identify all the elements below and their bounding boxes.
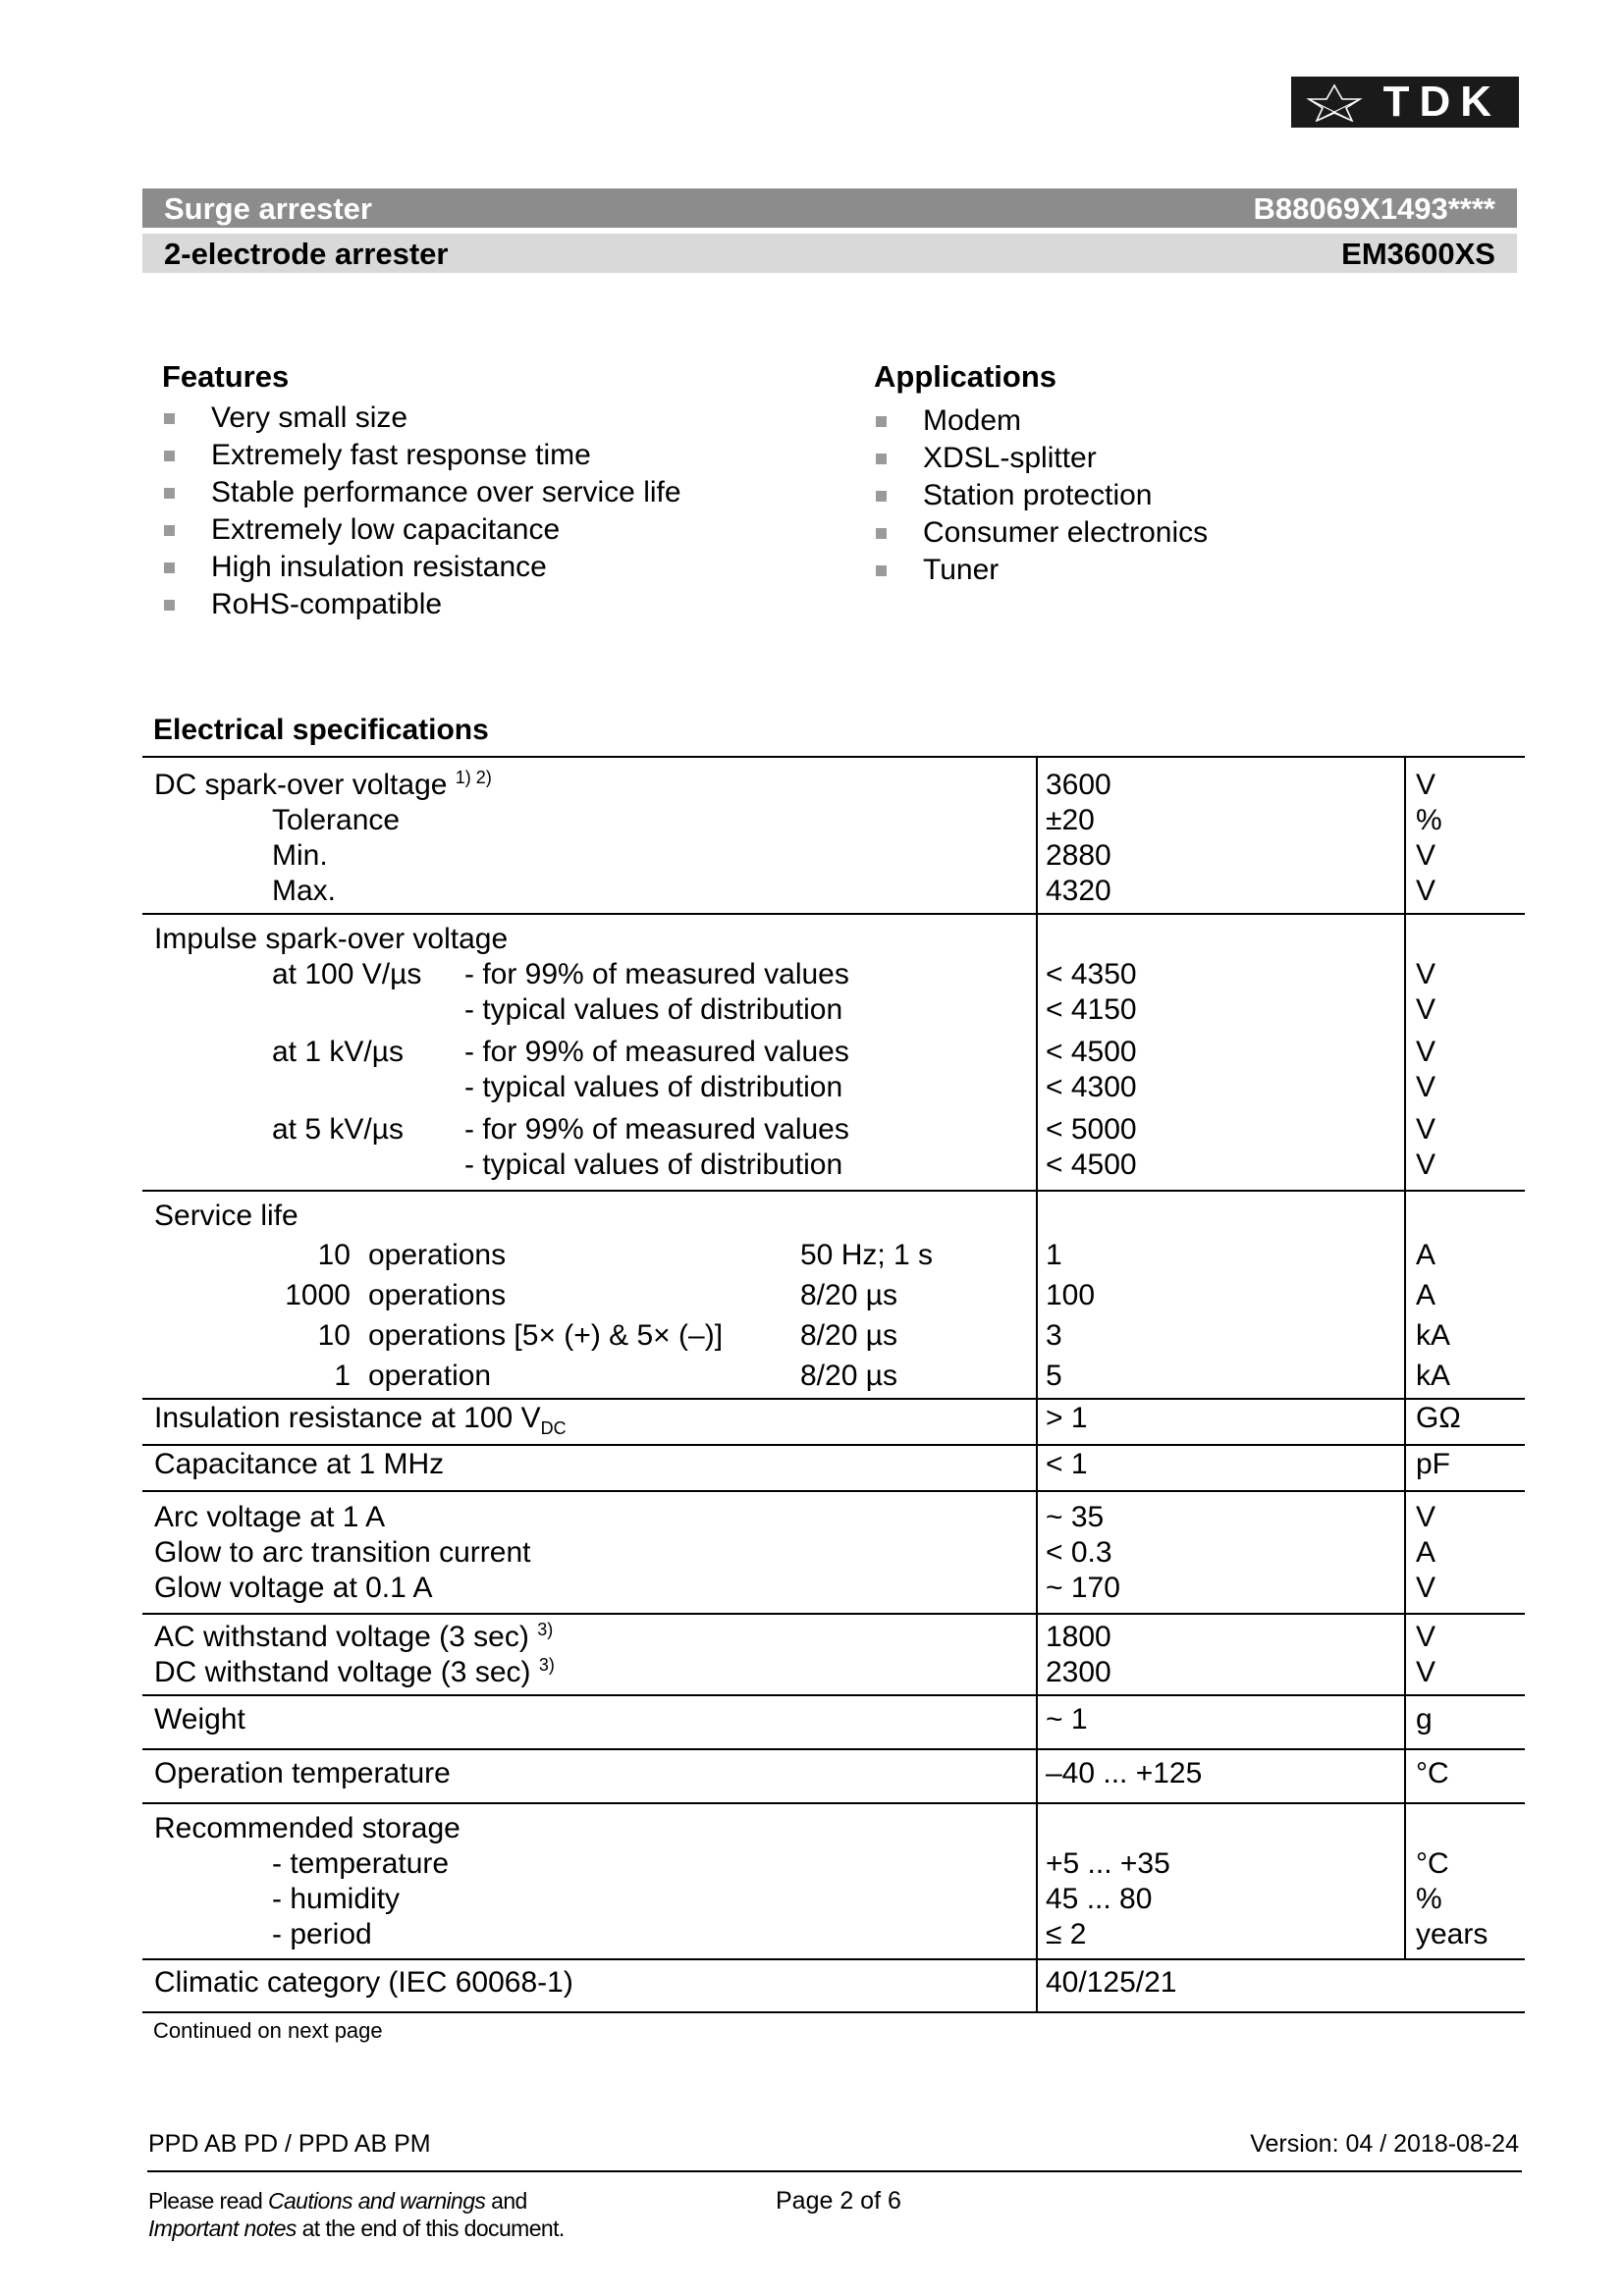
- max-value: 4320: [1046, 875, 1111, 907]
- list-item: Station protection: [874, 477, 1208, 514]
- op-temp-value: –40 ... +125: [1046, 1757, 1203, 1789]
- impulse-value: < 4150: [1046, 993, 1137, 1026]
- arc-unit: V: [1416, 1501, 1436, 1533]
- service-unit: kA: [1416, 1319, 1451, 1352]
- table-row: [142, 1190, 1525, 1398]
- features-title: Features: [162, 359, 290, 394]
- part-number: B88069X1493****: [1253, 191, 1495, 226]
- specs-table: [142, 756, 1525, 2013]
- tdk-logo: [1291, 77, 1519, 128]
- storage-item-unit: °C: [1416, 1847, 1449, 1880]
- footer-version: Version: 04 / 2018-08-24: [1250, 2130, 1519, 2158]
- service-cond: 50 Hz; 1 s: [800, 1239, 934, 1271]
- weight-label: Weight: [154, 1703, 245, 1735]
- impulse-unit: V: [1416, 958, 1436, 990]
- service-unit: A: [1416, 1239, 1436, 1271]
- withstand-value: 2300: [1046, 1656, 1111, 1688]
- list-item: Tuner: [874, 552, 1208, 589]
- impulse-desc: - for 99% of measured values: [464, 1113, 849, 1146]
- product-title: Surge arrester: [164, 191, 372, 226]
- table-row: [142, 1444, 1525, 1490]
- arc-label: Glow to arc transition current: [154, 1536, 531, 1569]
- impulse-value: < 4500: [1046, 1036, 1137, 1068]
- table-row: [142, 1398, 1525, 1444]
- service-count: 10: [317, 1239, 351, 1271]
- continued-note: Continued on next page: [153, 2018, 383, 2043]
- tolerance-unit: %: [1416, 804, 1442, 836]
- square-bullet-icon: [876, 565, 887, 576]
- service-unit: kA: [1416, 1360, 1451, 1392]
- max-unit: V: [1416, 875, 1436, 907]
- list-item: Modem: [874, 402, 1208, 440]
- square-bullet-icon: [876, 528, 887, 539]
- dc-spark-unit: V: [1416, 769, 1436, 801]
- applications-title: Applications: [874, 359, 1057, 394]
- service-count: 1000: [285, 1279, 351, 1311]
- arc-value: < 0.3: [1046, 1536, 1112, 1569]
- logo-text: TDK: [1382, 78, 1501, 126]
- table-row: [142, 756, 1525, 913]
- impulse-desc: - typical values of distribution: [464, 1148, 843, 1181]
- insulation-sub: DC: [540, 1418, 567, 1438]
- tolerance-label: Tolerance: [272, 804, 401, 836]
- service-count: 10: [317, 1319, 351, 1352]
- capacitance-unit: pF: [1416, 1448, 1451, 1480]
- op-temp-unit: °C: [1416, 1757, 1449, 1789]
- impulse-rate: at 100 V/µs: [272, 958, 422, 990]
- impulse-unit: V: [1416, 1071, 1436, 1103]
- arc-unit: V: [1416, 1572, 1436, 1604]
- footer-divider: [147, 2170, 1522, 2172]
- square-bullet-icon: [876, 454, 887, 464]
- square-bullet-icon: [876, 416, 887, 427]
- service-value: 3: [1046, 1319, 1062, 1352]
- min-unit: V: [1416, 839, 1436, 872]
- storage-item-label: - period: [272, 1918, 372, 1950]
- storage-item-label: - temperature: [272, 1847, 450, 1880]
- list-item: Extremely low capacitance: [162, 511, 681, 549]
- table-row: [142, 1694, 1525, 1748]
- withstand-label: AC withstand voltage (3 sec): [154, 1621, 529, 1653]
- table-row: [142, 1802, 1525, 1958]
- min-label: Min.: [272, 839, 328, 872]
- list-item: Extremely fast response time: [162, 437, 681, 474]
- table-row: [142, 1748, 1525, 1802]
- arc-value: ~ 35: [1046, 1501, 1105, 1533]
- withstand-unit: V: [1416, 1621, 1436, 1653]
- service-cond: 8/20 µs: [800, 1360, 898, 1392]
- square-bullet-icon: [164, 413, 175, 424]
- list-item: Stable performance over service life: [162, 474, 681, 511]
- footer-note: Please read Cautions and warnings and Important notes at the end of this document.: [148, 2188, 565, 2241]
- footer-department: PPD AB PD / PPD AB PM: [148, 2130, 431, 2158]
- storage-item-value: 45 ... 80: [1046, 1883, 1153, 1915]
- service-unit: A: [1416, 1279, 1436, 1311]
- impulse-unit: V: [1416, 1036, 1436, 1068]
- dc-spark-value: 3600: [1046, 769, 1111, 801]
- max-label: Max.: [272, 875, 337, 907]
- insulation-unit: GΩ: [1416, 1402, 1461, 1434]
- cautions-link: Cautions and warnings: [267, 2188, 486, 2214]
- arc-label: Arc voltage at 1 A: [154, 1501, 386, 1533]
- square-bullet-icon: [164, 562, 175, 573]
- product-subtitle: 2-electrode arrester: [164, 237, 449, 271]
- insulation-label: Insulation resistance at 100 V: [154, 1402, 541, 1434]
- footnote-ref: 3): [538, 1655, 555, 1675]
- storage-item-value: ≤ 2: [1046, 1918, 1087, 1950]
- square-bullet-icon: [164, 600, 175, 611]
- arc-value: ~ 170: [1046, 1572, 1120, 1604]
- impulse-rate: at 1 kV/µs: [272, 1036, 405, 1068]
- service-count: 1: [334, 1360, 351, 1392]
- service-value: 1: [1046, 1239, 1062, 1271]
- service-cond: 8/20 µs: [800, 1279, 898, 1311]
- impulse-desc: - for 99% of measured values: [464, 958, 849, 990]
- impulse-unit: V: [1416, 993, 1436, 1026]
- impulse-value: < 4500: [1046, 1148, 1137, 1181]
- specs-title: Electrical specifications: [153, 714, 489, 746]
- list-item: Very small size: [162, 400, 681, 437]
- impulse-value: < 5000: [1046, 1113, 1137, 1146]
- capacitance-value: < 1: [1046, 1448, 1088, 1480]
- weight-unit: g: [1416, 1703, 1433, 1735]
- table-row: [142, 1613, 1525, 1694]
- service-value: 5: [1046, 1360, 1062, 1392]
- impulse-desc: - typical values of distribution: [464, 1071, 843, 1103]
- features-list: [162, 400, 681, 623]
- withstand-unit: V: [1416, 1656, 1436, 1688]
- op-temp-label: Operation temperature: [154, 1757, 451, 1789]
- storage-item-unit: %: [1416, 1883, 1442, 1915]
- list-item: High insulation resistance: [162, 549, 681, 586]
- impulse-unit: V: [1416, 1113, 1436, 1146]
- impulse-value: < 4300: [1046, 1071, 1137, 1103]
- storage-item-unit: years: [1416, 1918, 1489, 1950]
- list-item: XDSL-splitter: [874, 440, 1208, 477]
- storage-label: Recommended storage: [154, 1812, 460, 1844]
- table-row: [142, 913, 1525, 1190]
- list-item: RoHS-compatible: [162, 586, 681, 623]
- storage-item-label: - humidity: [272, 1883, 401, 1915]
- logo-star-icon: [1303, 82, 1366, 122]
- footnote-ref: 3): [537, 1620, 554, 1639]
- page-number: Page 2 of 6: [776, 2187, 901, 2215]
- service-value: 100: [1046, 1279, 1096, 1311]
- service-op: operation: [368, 1360, 492, 1392]
- storage-item-value: +5 ... +35: [1046, 1847, 1170, 1880]
- tolerance-value: ±20: [1046, 804, 1095, 836]
- withstand-label: DC withstand voltage (3 sec): [154, 1656, 531, 1688]
- service-op: operations: [368, 1279, 507, 1311]
- service-cond: 8/20 µs: [800, 1319, 898, 1352]
- square-bullet-icon: [164, 451, 175, 461]
- dc-spark-label: DC spark-over voltage: [154, 769, 448, 801]
- climatic-value: 40/125/21: [1046, 1966, 1177, 1999]
- capacitance-label: Capacitance at 1 MHz: [154, 1448, 445, 1480]
- climatic-label: Climatic category (IEC 60068-1): [154, 1966, 573, 1999]
- service-op: operations: [368, 1239, 507, 1271]
- impulse-unit: V: [1416, 1148, 1436, 1181]
- insulation-value: > 1: [1046, 1402, 1088, 1434]
- arc-label: Glow voltage at 0.1 A: [154, 1572, 433, 1604]
- list-item: Consumer electronics: [874, 514, 1208, 552]
- applications-list: [874, 402, 1208, 589]
- withstand-value: 1800: [1046, 1621, 1111, 1653]
- model-number: EM3600XS: [1341, 237, 1495, 271]
- service-op: operations [5× (+) & 5× (–)]: [368, 1319, 724, 1352]
- table-row: [142, 1958, 1525, 2013]
- title-bar: [142, 188, 1517, 228]
- square-bullet-icon: [164, 488, 175, 499]
- min-value: 2880: [1046, 839, 1111, 872]
- impulse-value: < 4350: [1046, 958, 1137, 990]
- subtitle-bar: [142, 234, 1517, 273]
- impulse-label: Impulse spark-over voltage: [154, 923, 509, 955]
- impulse-desc: - for 99% of measured values: [464, 1036, 849, 1068]
- square-bullet-icon: [876, 491, 887, 502]
- table-row: [142, 1490, 1525, 1613]
- square-bullet-icon: [164, 525, 175, 536]
- service-life-label: Service life: [154, 1200, 298, 1232]
- impulse-desc: - typical values of distribution: [464, 993, 843, 1026]
- arc-unit: A: [1416, 1536, 1436, 1569]
- weight-value: ~ 1: [1046, 1703, 1088, 1735]
- notes-link: Important notes: [148, 2216, 297, 2241]
- footnote-ref: 1) 2): [455, 768, 492, 787]
- impulse-rate: at 5 kV/µs: [272, 1113, 405, 1146]
